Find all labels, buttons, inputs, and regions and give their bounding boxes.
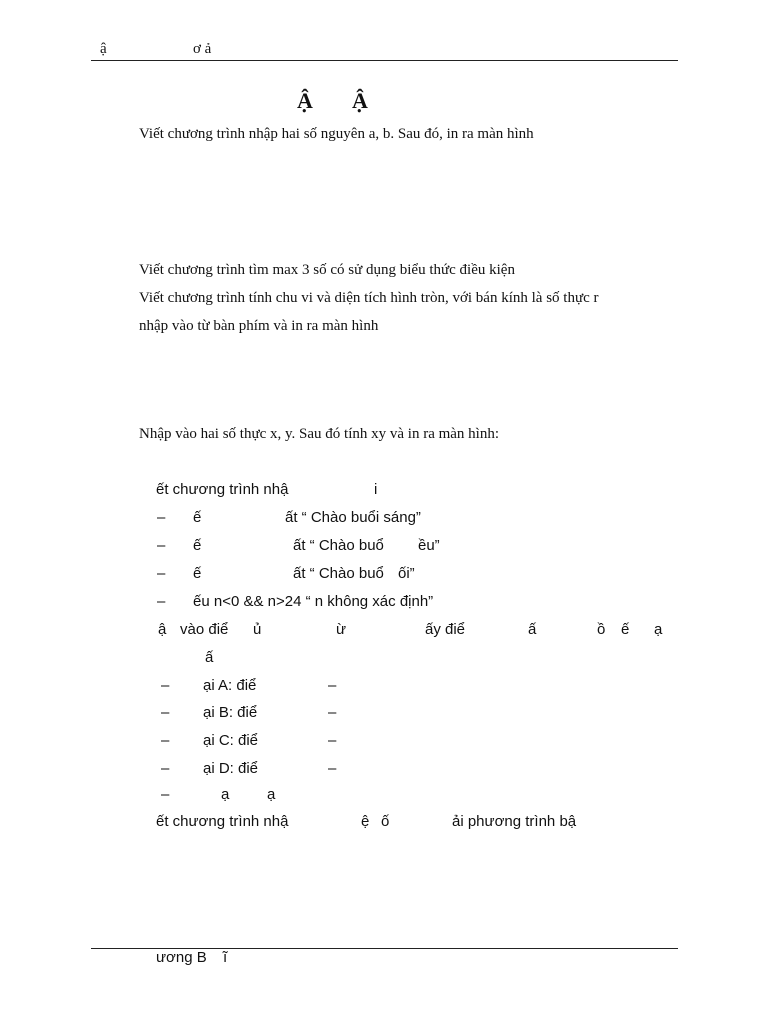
title-right: Ậ — [352, 88, 368, 113]
header-rule — [91, 60, 678, 61]
list-item-text: ại D: điể — [203, 760, 259, 777]
list-dash: – — [157, 537, 166, 554]
list-dash: – — [328, 677, 337, 694]
exercise-5-fragment: ồ — [597, 621, 606, 638]
exercise-5-fragment: ấ — [528, 621, 537, 638]
list-dash: – — [157, 565, 166, 582]
exercise-3-text-line1: Viết chương trình tính chu vi và diện tích hình tròn, với bán kính là số thực r — [139, 290, 599, 306]
exercise-5-fragment: vào điể — [180, 621, 229, 638]
list-item-text: ại B: điể — [203, 704, 258, 721]
exercise-5-fragment: ế — [621, 621, 630, 638]
list-item-fragment: ế — [193, 565, 202, 582]
list-dash: – — [161, 786, 170, 803]
list-item-fragment: ạ — [267, 786, 276, 803]
exercise-5-fragment: ừ — [336, 621, 347, 638]
list-dash: – — [157, 593, 166, 610]
list-item-fragment: ế — [193, 509, 202, 526]
exercise-6-text: ết chương trình nhậ — [156, 813, 289, 830]
list-dash: – — [161, 732, 170, 749]
list-item-fragment: ạ — [221, 786, 230, 803]
footer-right: ĩ — [223, 949, 228, 966]
list-dash: – — [157, 509, 166, 526]
list-dash: – — [328, 732, 337, 749]
list-item-text: ất “ Chào buổi sáng” — [285, 509, 421, 526]
list-dash: – — [328, 704, 337, 721]
list-item-text: ếu n<0 && n>24 “ n không xác định” — [193, 593, 434, 610]
exercise-2-text: Viết chương trình tìm max 3 số có sử dụng biểu thức điều kiện — [139, 262, 515, 278]
title-left: Ậ — [297, 88, 313, 113]
list-item-text: ất “ Chào buổ — [293, 565, 384, 582]
list-dash: – — [328, 760, 337, 777]
footer-left: ương B — [156, 949, 207, 966]
list-dash: – — [161, 704, 170, 721]
exercise-4-head-end: i — [374, 481, 378, 498]
list-item-text-end: ối” — [398, 565, 415, 582]
exercise-1-text: Viết chương trình nhập hai số nguyên a, b. Sau đó, in ra màn hình — [139, 126, 534, 142]
exercise-4-head: ết chương trình nhậ — [156, 481, 289, 498]
header-middle: ơ ả — [193, 41, 212, 57]
exercise-6-fragment: ệ — [361, 813, 370, 830]
exercise-5-fragment: ậ — [158, 621, 167, 638]
list-dash: – — [161, 760, 170, 777]
exercise-5-fragment: ấ — [205, 649, 214, 666]
list-dash: – — [161, 677, 170, 694]
exercise-5-fragment: ạ — [654, 621, 663, 638]
list-item-text: ại C: điể — [203, 732, 259, 749]
exercise-3-text-line2: nhập vào từ bàn phím và in ra màn hình — [139, 318, 379, 334]
exercise-5-fragment: ủ — [253, 621, 262, 638]
list-item-text: ất “ Chào buổ — [293, 537, 384, 554]
exercise-x-text: Nhập vào hai số thực x, y. Sau đó tính xy và in ra màn hình: — [139, 426, 500, 442]
list-item-text-end: ều” — [418, 537, 440, 554]
list-item-fragment: ế — [193, 537, 202, 554]
exercise-5-fragment: ấy điể — [425, 621, 466, 638]
exercise-6-fragment: ố — [381, 813, 390, 830]
header-left: ậ — [100, 41, 107, 57]
list-item-text: ại A: điể — [203, 677, 257, 694]
exercise-6-text-end: ải phương trình bậ — [452, 813, 577, 830]
